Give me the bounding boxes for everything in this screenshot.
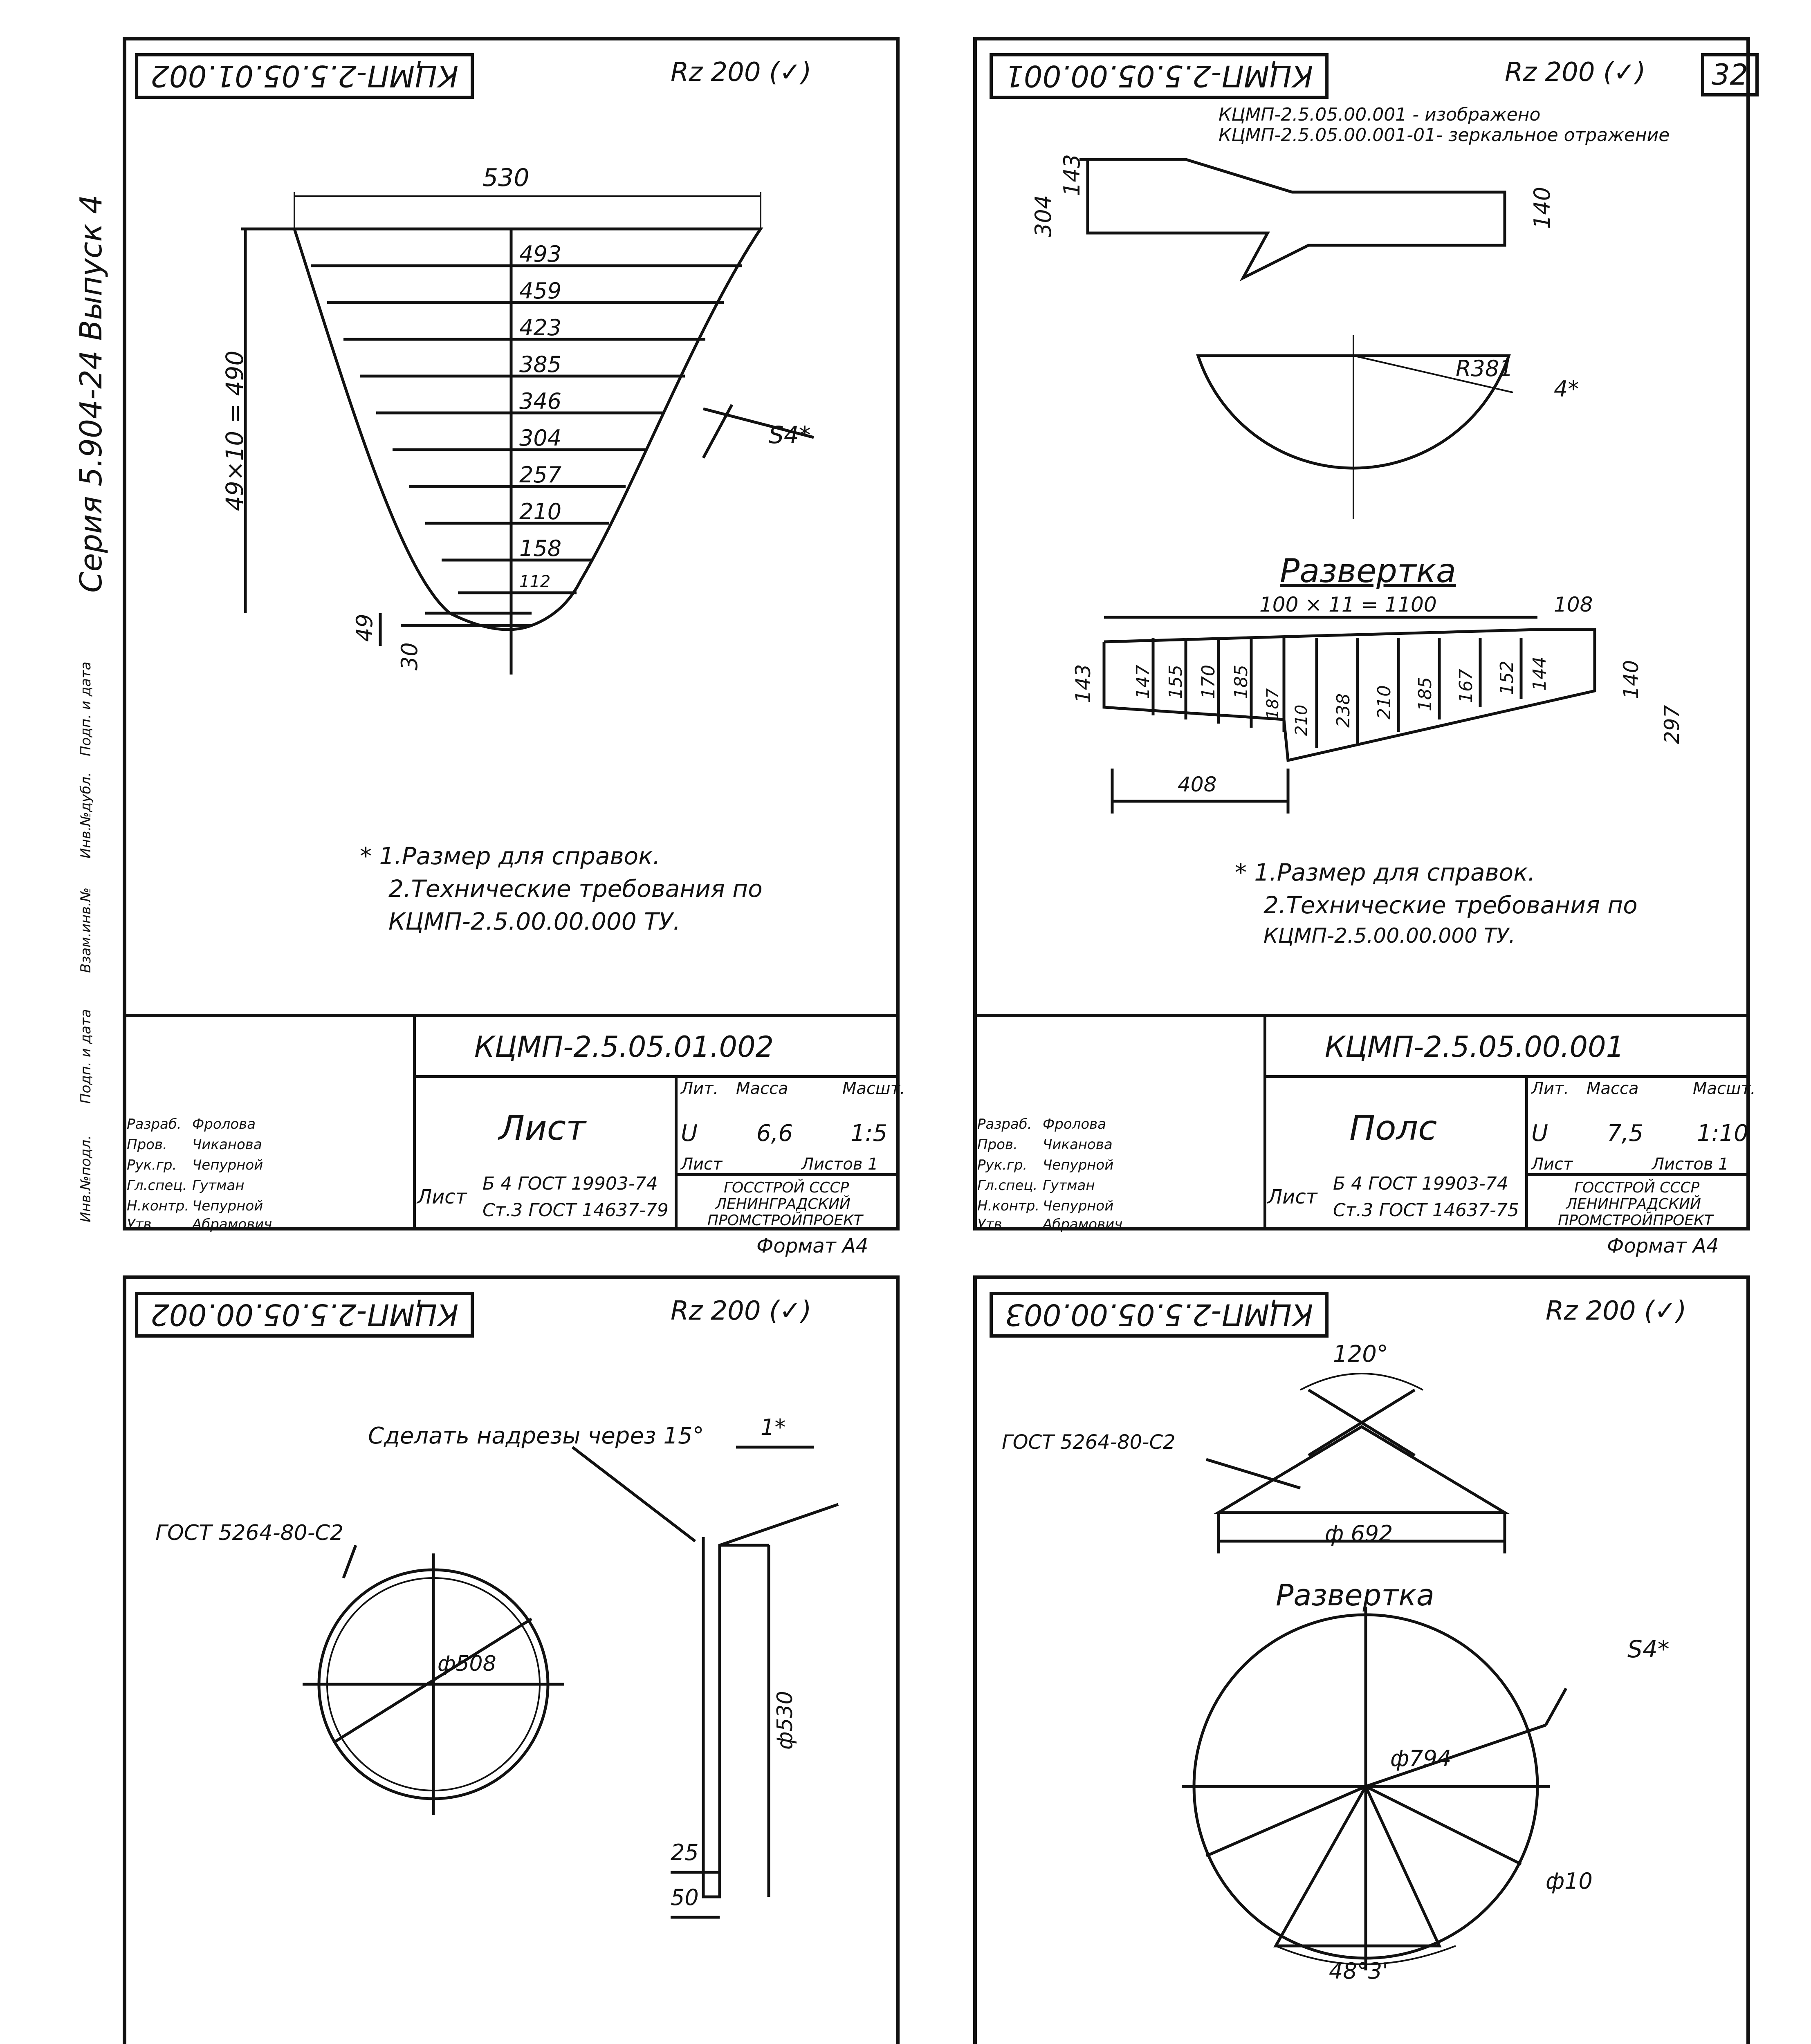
dim-row: 210 — [519, 499, 562, 524]
person: Фролова — [192, 1116, 256, 1132]
dim-530: ф530 — [773, 1691, 797, 1750]
col-dim: 170 — [1198, 665, 1219, 699]
col-lit: Лит. — [681, 1079, 719, 1098]
side-label: Взам.инв.№ — [78, 887, 94, 973]
role: Н.контр. — [127, 1198, 189, 1214]
mirror-code: КЦМП-2.5.05.00.001 — [990, 53, 1329, 99]
scale-value: 1:5 — [851, 1120, 888, 1147]
role: Н.контр. — [977, 1198, 1040, 1214]
series-label: Серия 5.904-24 Выпуск 4 — [74, 195, 109, 593]
roughness: Rz 200 (✓) — [1546, 1296, 1687, 1326]
note: КЦМП-2.5.00.00.000 ТУ. — [1263, 924, 1515, 948]
dim-diameter: ф508 — [438, 1652, 496, 1676]
person: Абрамович — [1043, 1216, 1123, 1233]
role: Гл.спец. — [127, 1177, 187, 1194]
role: Рук.гр. — [977, 1157, 1028, 1173]
part-name: Лист — [499, 1108, 586, 1148]
col-dim: 210 — [1374, 685, 1395, 719]
dim-143: 143 — [1059, 154, 1085, 196]
dim-108: 108 — [1554, 593, 1593, 616]
org-3: ПРОМСТРОЙПРОЕКТ — [707, 1212, 863, 1229]
dim-row: 493 — [519, 241, 562, 267]
note: * 1.Размер для справок. — [360, 842, 660, 870]
col-dim: 238 — [1333, 693, 1354, 728]
col-dim: 147 — [1133, 665, 1153, 699]
col-dim: 144 — [1529, 657, 1550, 691]
person: Чепурной — [192, 1157, 263, 1173]
person: Гутман — [1043, 1177, 1095, 1194]
ref-s4: S4* — [1627, 1635, 1670, 1663]
col-dim: 210 — [1292, 704, 1311, 736]
dim-140: 140 — [1529, 186, 1555, 229]
person: Фролова — [1043, 1116, 1106, 1132]
gost-weld: ГОСТ 5264-80-С2 — [155, 1521, 343, 1545]
dim-right: 140 — [1619, 660, 1643, 699]
sheet-code: КЦМП-2.5.05.00.001 — [1325, 1030, 1625, 1064]
person: Чиканова — [1043, 1136, 1113, 1153]
role: Разраб. — [127, 1116, 182, 1132]
cone-angle: 120° — [1333, 1341, 1388, 1367]
mass-value: 7,5 — [1607, 1120, 1644, 1147]
thickness: 4* — [1554, 376, 1579, 402]
cone-diameter: ф 692 — [1325, 1521, 1393, 1546]
dim-304: 304 — [1030, 195, 1056, 237]
person: Чепурной — [1043, 1198, 1114, 1214]
roughness: Rz 200 (✓) — [671, 1296, 812, 1326]
note: 2.Технические требования по — [1263, 891, 1638, 919]
dim-490: 49×10 = 490 — [221, 350, 249, 511]
col-mass: Масса — [736, 1079, 788, 1098]
material-prefix: Лист — [417, 1186, 467, 1208]
col-dim: 185 — [1231, 665, 1252, 699]
org-1: ГОССТРОЙ СССР — [724, 1179, 849, 1196]
role: Гл.спец. — [977, 1177, 1038, 1194]
callout: Сделать надрезы через 15° — [368, 1423, 704, 1449]
format-label: Формат А4 — [756, 1235, 868, 1257]
scale-value: 1:10 — [1697, 1120, 1748, 1147]
mirror-code: КЦМП-2.5.05.00.002 — [135, 1292, 474, 1338]
dim-row: 459 — [519, 278, 562, 304]
list-label: Лист — [1531, 1155, 1573, 1174]
dim-row: 346 — [519, 388, 562, 414]
dim-row: 423 — [519, 315, 562, 341]
person: Чепурной — [1043, 1157, 1114, 1173]
material-2: Ст.3 ГОСТ 14637-79 — [482, 1200, 669, 1221]
material-1: Б 4 ГОСТ 19903-74 — [482, 1173, 658, 1194]
part-name: Полс — [1349, 1108, 1437, 1148]
format-label: Формат А4 — [1607, 1235, 1719, 1257]
person: Чиканова — [192, 1136, 262, 1153]
person: Гутман — [192, 1177, 245, 1194]
side-label: Подп. и дата — [78, 661, 94, 756]
ref-s4: S4* — [769, 421, 811, 449]
material-prefix: Лист — [1268, 1186, 1317, 1208]
mass-value: 6,6 — [756, 1120, 793, 1147]
lit-value: U — [681, 1120, 698, 1147]
unfold-radius: ф794 — [1390, 1746, 1452, 1771]
dim-row: 257 — [519, 462, 562, 488]
sector-angle: 48°3' — [1329, 1958, 1388, 1984]
org-2: ЛЕНИНГРАДСКИЙ — [1566, 1196, 1701, 1213]
mirror-code: КЦМП-2.5.05.01.002 — [135, 53, 474, 99]
lists-label: Листов 1 — [1652, 1155, 1729, 1174]
page-number: 32 — [1701, 53, 1759, 96]
dim-width: 100 × 11 = 1100 — [1259, 593, 1437, 616]
dim-30: 30 — [397, 642, 422, 670]
hole-diameter: ф10 — [1546, 1868, 1593, 1894]
lit-value: U — [1531, 1120, 1548, 1147]
org-2: ЛЕНИНГРАДСКИЙ — [716, 1196, 851, 1213]
note: КЦМП-2.5.00.00.000 ТУ. — [388, 908, 681, 935]
note: 2.Технические требования по — [388, 875, 763, 903]
note: * 1.Размер для справок. — [1235, 858, 1535, 886]
role: Рук.гр. — [127, 1157, 177, 1173]
role: Пров. — [977, 1136, 1018, 1153]
dim-49: 49 — [352, 614, 377, 642]
side-label: Инв.№подл. — [78, 1135, 94, 1222]
sheet-code: КЦМП-2.5.05.01.002 — [474, 1030, 774, 1064]
side-label: Инв.№дубл. — [78, 772, 94, 858]
header-line: КЦМП-2.5.05.00.001-01- зеркальное отражение — [1219, 125, 1670, 146]
role: Пров. — [127, 1136, 167, 1153]
person: Чепурной — [192, 1198, 263, 1214]
role: Разраб. — [977, 1116, 1032, 1132]
dim-530: 530 — [482, 164, 530, 192]
col-dim: 167 — [1456, 669, 1477, 703]
dim-left: 143 — [1071, 664, 1095, 703]
dim-row: 158 — [519, 536, 562, 561]
col-scale: Масшт. — [1693, 1079, 1756, 1098]
org-1: ГОССТРОЙ СССР — [1574, 1179, 1700, 1196]
col-dim: 187 — [1263, 688, 1282, 719]
dim-bottom: 408 — [1178, 773, 1217, 796]
gost-weld: ГОСТ 5264-80-С2 — [1002, 1431, 1176, 1454]
dim-row: 304 — [519, 425, 562, 451]
roughness: Rz 200 (✓) — [1505, 57, 1646, 87]
dim-row: 385 — [519, 352, 562, 377]
col-lit: Лит. — [1531, 1079, 1569, 1098]
person: Абрамович — [192, 1216, 272, 1233]
dim-right2: 297 — [1660, 705, 1684, 744]
dim-row: 112 — [519, 572, 551, 591]
col-dim: 155 — [1165, 665, 1186, 699]
col-dim: 185 — [1415, 677, 1436, 711]
radius: R381 — [1456, 356, 1513, 381]
role: Утв. — [127, 1216, 156, 1233]
dim-50: 50 — [671, 1885, 699, 1910]
unfold-heading: Развертка — [1276, 1578, 1434, 1612]
side-label: Подп. и дата — [78, 1009, 94, 1104]
roughness: Rz 200 (✓) — [671, 57, 812, 87]
org-3: ПРОМСТРОЙПРОЕКТ — [1558, 1212, 1713, 1229]
col-mass: Масса — [1587, 1079, 1639, 1098]
lists-label: Листов 1 — [801, 1155, 878, 1174]
col-dim: 152 — [1497, 661, 1517, 695]
list-label: Лист — [681, 1155, 723, 1174]
role: Утв. — [977, 1216, 1007, 1233]
col-scale: Масшт. — [842, 1079, 905, 1098]
header-line: КЦМП-2.5.05.00.001 - изображено — [1219, 104, 1541, 125]
mirror-code: КЦМП-2.5.05.00.003 — [990, 1292, 1329, 1338]
thickness: 1* — [761, 1414, 786, 1440]
unfold-heading: Развертка — [1280, 552, 1456, 590]
dim-25: 25 — [671, 1840, 699, 1865]
material-2: Ст.3 ГОСТ 14637-75 — [1333, 1200, 1519, 1221]
material-1: Б 4 ГОСТ 19903-74 — [1333, 1173, 1508, 1194]
